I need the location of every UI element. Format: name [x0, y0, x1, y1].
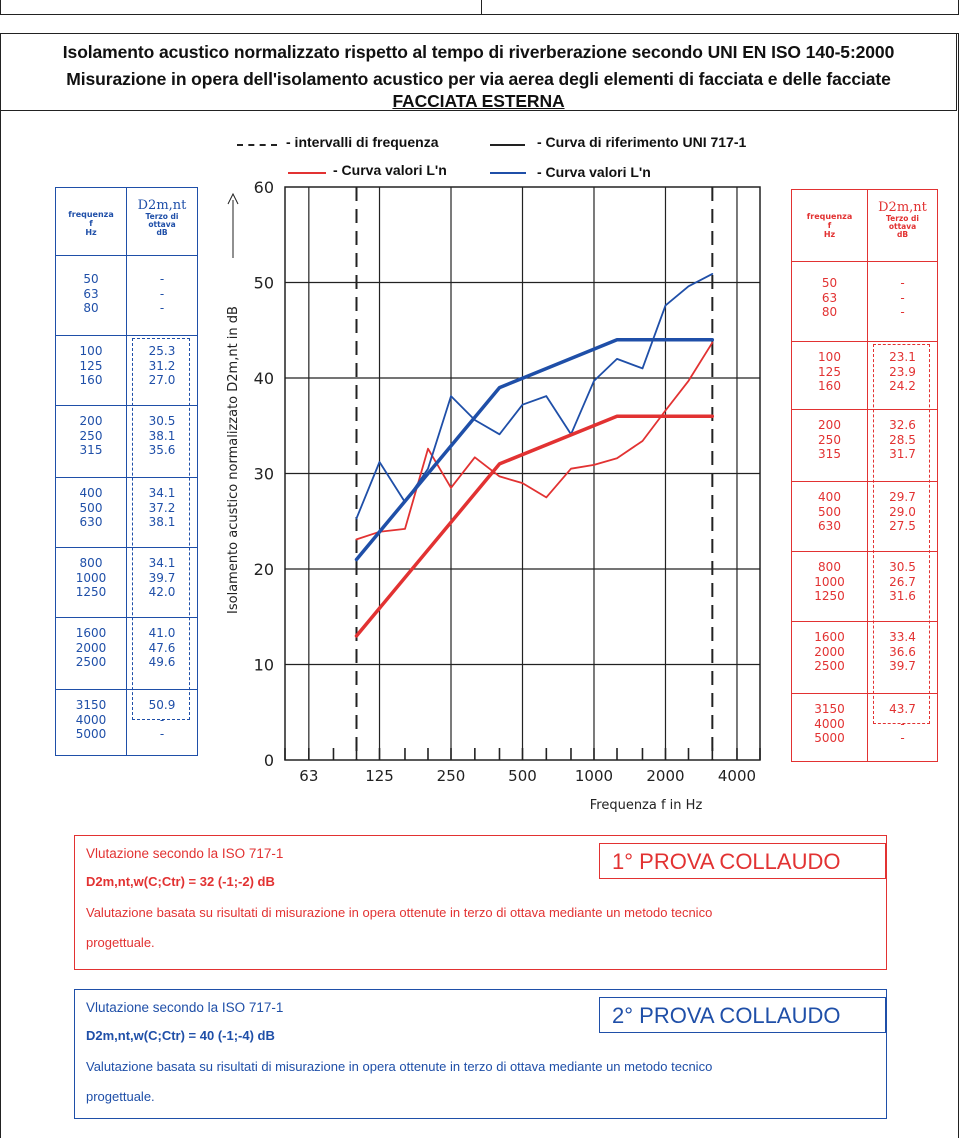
- insulation-value: 43.7: [889, 702, 916, 716]
- col1-unit-label: Hz: [85, 228, 97, 237]
- insulation-value: 25.3: [148, 344, 176, 358]
- insulation-value: -: [159, 286, 165, 301]
- header-line-1: Isolamento acustico normalizzato rispetto al tempo di riverberazione secondo UNI EN ISO 140-5:2000: [62, 42, 895, 62]
- frequency-value: 315: [818, 447, 841, 462]
- insulation-value: 23.9: [889, 364, 916, 379]
- insulation-value: 34.1: [148, 556, 176, 570]
- x-tick-label: 63: [299, 767, 319, 785]
- insulation-value: 41.0: [148, 626, 176, 640]
- test2-formula: D2m,nt,w(C;Ctr) = 40 (-1;-4) dB: [86, 1028, 275, 1043]
- col2-sub1-label: Terzo di: [886, 214, 919, 223]
- insulation-value: -: [159, 301, 165, 316]
- insulation-value: 27.0: [148, 373, 176, 388]
- chart-axes: [228, 178, 756, 785]
- frequency-value: 250: [818, 432, 841, 447]
- x-tick-label: 4000: [717, 767, 757, 785]
- test1-description-line2: progettuale.: [86, 935, 155, 950]
- insulation-value: 29.0: [889, 504, 916, 519]
- frequency-value: 3150: [814, 702, 845, 716]
- insulation-value: -: [900, 276, 905, 290]
- col2-sub2-label: ottava: [888, 222, 917, 231]
- x-tick-label: 1000: [574, 767, 614, 785]
- col1-sub-label: f: [827, 221, 832, 230]
- frequency-value: 800: [818, 560, 841, 574]
- test1-title: Vlutazione secondo la ISO 717-1: [86, 846, 284, 861]
- insulation-value: 34.1: [148, 486, 176, 500]
- y-axis-label: Isolamento acustico normalizzato D2m,nt in dB: [226, 306, 241, 614]
- insulation-value: 33.4: [889, 630, 916, 644]
- y-tick-label: 20: [253, 560, 274, 579]
- col2-header-label: D2m,nt: [878, 200, 927, 215]
- frequency-value: 2500: [75, 655, 107, 670]
- frequency-value: 250: [79, 428, 103, 443]
- frequency-value: 5000: [814, 731, 845, 746]
- col2-sub2-label: ottava: [148, 220, 176, 229]
- frequency-value: 1600: [814, 630, 845, 644]
- x-tick-label: 500: [508, 767, 537, 785]
- test2-evaluation-box: [74, 989, 887, 1119]
- insulation-value: 30.5: [889, 560, 916, 574]
- insulation-value: 39.7: [148, 570, 176, 585]
- frequency-value: 63: [821, 290, 838, 305]
- x-tick-label: 2000: [646, 767, 685, 785]
- chart-series: [357, 274, 713, 636]
- col1-unit-label: Hz: [823, 230, 836, 239]
- frequency-value: 2500: [814, 659, 845, 674]
- test1-formula: D2m,nt,w(C;Ctr) = 32 (-1;-2) dB: [86, 874, 275, 889]
- legend-blue-curve: - Curva valori L'n: [537, 164, 651, 180]
- insulation-value: 26.7: [889, 574, 916, 589]
- test2-description-line1: Valutazione basata su risultati di misurazione in opera ottenute in terzo di ottava mediante un metodo tecnico: [86, 1059, 713, 1074]
- insulation-value: -: [900, 731, 905, 746]
- col2-unit-label: dB: [896, 230, 909, 239]
- frequency-value: 125: [79, 358, 103, 373]
- insulation-value: 36.6: [889, 644, 916, 659]
- insulation-value: -: [159, 727, 165, 742]
- x-tick-label: 250: [436, 767, 466, 785]
- test2-title: Vlutazione secondo la ISO 717-1: [86, 1000, 284, 1015]
- frequency-value: 1600: [75, 626, 107, 640]
- insulation-value: 39.7: [889, 659, 916, 674]
- insulation-value: 31.2: [148, 358, 176, 373]
- insulation-value: 32.6: [889, 418, 916, 432]
- frequency-value: 200: [818, 418, 841, 432]
- frequency-value: 800: [79, 556, 103, 570]
- col2-header-label: D2m,nt: [137, 198, 187, 213]
- frequency-value: 50: [821, 276, 838, 290]
- frequency-value: 500: [818, 504, 841, 519]
- frequency-value: 160: [79, 373, 103, 388]
- insulation-value: 28.5: [889, 432, 916, 447]
- frequency-value: 100: [818, 350, 841, 364]
- y-tick-label: 10: [253, 655, 274, 675]
- frequency-value: 1000: [75, 570, 107, 585]
- frequency-value: 125: [818, 364, 841, 379]
- frequency-value: 315: [79, 443, 103, 458]
- insulation-value: 35.6: [148, 443, 176, 458]
- frequency-value: 630: [79, 515, 103, 530]
- insulation-value: 30.5: [148, 414, 176, 428]
- x-tick-label: 125: [365, 767, 394, 785]
- frequency-value: 3150: [75, 698, 107, 712]
- insulation-value: -: [900, 305, 905, 320]
- frequency-value: 160: [818, 379, 841, 394]
- frequency-value: 5000: [75, 727, 107, 742]
- legend-red-curve: - Curva valori L'n: [333, 162, 447, 178]
- col1-header-label: frequenza: [806, 212, 853, 221]
- frequency-value: 200: [79, 414, 103, 428]
- frequency-value: 630: [818, 519, 841, 534]
- y-tick-label: 30: [253, 464, 274, 484]
- insulation-value: 27.5: [889, 519, 916, 534]
- y-tick-label: 50: [253, 273, 274, 293]
- col1-sub-label: f: [89, 219, 93, 228]
- insulation-value: -: [159, 272, 165, 286]
- frequency-value: 2000: [814, 644, 845, 659]
- insulation-value: -: [900, 716, 905, 731]
- test1-evaluation-box: [74, 835, 887, 970]
- frequency-value: 2000: [75, 640, 107, 655]
- insulation-value: 23.1: [889, 350, 916, 364]
- frequency-value: 1250: [814, 589, 845, 604]
- insulation-value: 38.1: [148, 428, 176, 443]
- blue-measured-curve: [357, 274, 713, 519]
- insulation-value: 42.0: [148, 585, 176, 600]
- insulation-value: -: [900, 290, 905, 305]
- col1-header-label: frequenza: [68, 210, 114, 219]
- frequency-value: 400: [818, 490, 841, 504]
- col2-unit-label: dB: [156, 228, 168, 237]
- insulation-value: 29.7: [889, 490, 916, 504]
- frequency-value: 500: [79, 500, 103, 515]
- frequency-value: 4000: [814, 716, 845, 731]
- frequency-value: 1000: [814, 574, 845, 589]
- insulation-value: 49.6: [148, 655, 176, 670]
- frequency-value: 80: [821, 305, 838, 320]
- header-line-2: Misurazione in opera dell'isolamento acustico per via aerea degli elementi di facciata e delle facciate: [66, 69, 891, 89]
- x-axis-label: Frequenza f in Hz: [589, 798, 703, 813]
- insulation-value: 47.6: [148, 640, 176, 655]
- insulation-value: 50.9: [148, 698, 176, 712]
- insulation-value: 37.2: [148, 500, 176, 515]
- insulation-value: -: [159, 712, 165, 727]
- insulation-value: 24.2: [889, 379, 916, 394]
- frequency-value: 400: [79, 486, 103, 500]
- test2-badge: 2° PROVA COLLAUDO: [599, 997, 886, 1033]
- y-tick-label: 40: [253, 369, 274, 388]
- frequency-value: 4000: [75, 712, 107, 727]
- chart-grid: [285, 187, 760, 760]
- test2-description-line2: progettuale.: [86, 1089, 155, 1104]
- frequency-value: 63: [83, 286, 99, 301]
- frequency-value: 1250: [75, 585, 107, 600]
- y-tick-label: 60: [253, 178, 274, 197]
- test1-description-line1: Valutazione basata su risultati di misurazione in opera ottenute in terzo di ottava mediante un metodo tecnico: [86, 905, 713, 920]
- y-tick-label: 0: [263, 751, 274, 770]
- legend-ref-curve: - Curva di riferimento UNI 717-1: [537, 134, 747, 150]
- frequency-value: 80: [83, 301, 99, 316]
- insulation-value: 31.6: [889, 589, 916, 604]
- insulation-value: 31.7: [889, 447, 916, 462]
- red-reference-curve: [357, 416, 713, 636]
- col2-sub1-label: Terzo di: [145, 212, 179, 221]
- frequency-value: 50: [83, 272, 99, 286]
- insulation-value: 38.1: [148, 515, 176, 530]
- test1-badge: 1° PROVA COLLAUDO: [599, 843, 886, 879]
- frequency-value: 100: [79, 344, 103, 358]
- legend-freq-intervals: - intervalli di frequenza: [286, 134, 439, 150]
- header-line-3: FACCIATA ESTERNA: [392, 91, 565, 111]
